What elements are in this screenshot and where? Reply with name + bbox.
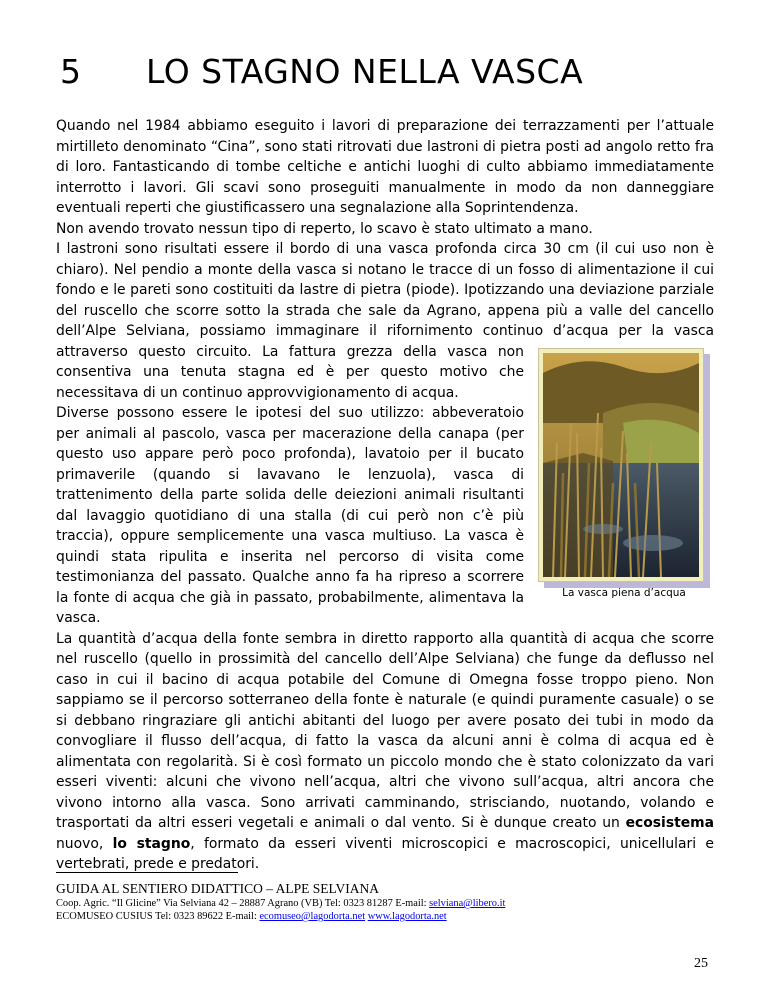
- section-title: LO STAGNO NELLA VASCA: [146, 52, 584, 91]
- figure: [534, 342, 714, 614]
- paragraph-text: La quantità d’acqua della fonte sembra in diretto rapporto alla quantità di acqua che scorre nel ruscello (quello in prossimità del cancello dell’Alpe Selviana) che funge da deflusso nel caso in cui il bacino di acqua potabile del Comune di Omegna fosse troppo pieno. Non sappiamo se il percorso sotterraneo della fonte è naturale (e quindi puramente casuale) o se si debbano ringraziare gli antichi abitanti del luogo per avere posato dei tubi in modo da convogliare il flusso dell’acqua, di fatto la vasca da alcuni anni è colma di acqua ed è alimentata con regolarità. Si è così formato un piccolo mondo che è stato colonizzato da vari esseri viventi: alcuni che vivono nell’acqua, altri che vivono sull’acqua, altri ancora che vivono intorno alla vasca. Sono arrivati camminando, strisciando, nuotando, volando e trasportati da altri esseri vegetali e animali o dal vento. Si è dunque creato un: [56, 630, 714, 831]
- section-number: 5: [60, 52, 82, 91]
- footer-title: GUIDA AL SENTIERO DIDATTICO – ALPE SELVIANA: [56, 881, 379, 896]
- text-fragment: , formato da esseri viventi microscopici e macroscopici, unicellulari e vertebrati, prede e predatori.: [56, 835, 714, 872]
- footer-coop-text: Coop. Agric. “Il Glicine” Via Selviana 42 – 28887 Agrano (VB) Tel: 0323 81287 E-mail:: [56, 898, 430, 909]
- keyword-ecosistema: ecosistema: [625, 815, 714, 831]
- page-number: 25: [694, 956, 708, 971]
- page-heading: [60, 52, 728, 102]
- page-footer: [56, 872, 716, 923]
- figure-caption: La vasca piena d’acqua: [562, 586, 686, 599]
- paragraph-tail: La fattura grezza della vasca non consentiva una tenuta stagna ed è per questo motivo che necessitava di un continuo approvvigionamento di acqua.: [56, 343, 524, 401]
- footer-ecomuseo-line: [56, 910, 716, 923]
- paragraph: Diverse possono essere le ipotesi del suo utilizzo: abbeveratoio per animali al pascolo, vasca per macerazione della canapa (per questo uso appare però poco profonda), lavatoio per il bucato primaverile (quando si lavavano le lenzuola), vasca di trattenimento della parte solida delle deiezioni animali risultanti dal lavaggio quotidiano di una stalla (di cui però non c’è più traccia), oppure semplicemente una vasca multiuso. La vasca è quindi stata ripulita e inserita nel percorso di visita come testimonianza del passato. Qualche anno fa ha ripreso a scorrere la fonte di acqua che già in passato, probabilmente, alimentava la vasca.: [56, 405, 524, 626]
- paragraph: Non avendo trovato nessun tipo di reperto, lo scavo è stato ultimato a mano.: [56, 220, 593, 237]
- footer-rule: [56, 872, 238, 873]
- photo-frame: [538, 348, 704, 582]
- footer-coop-line: [56, 897, 716, 910]
- paragraph: Quando nel 1984 abbiamo eseguito i lavori di preparazione dei terrazzamenti per l’attuale mirtilleto denominato “Cina”, sono stati ritrovati due lastroni di pietra posti ad angolo retto fra di loro. Fantasticando di tombe celtiche e antichi luoghi di culto abbiamo immediatamente interrotto i lavori. Gli scavi sono proseguiti manualmente in modo da non danneggiare eventuali reperti che giustificassero una segnalazione alla Soprintendenza.: [56, 118, 714, 216]
- pond-photo-icon: [543, 353, 699, 577]
- website-link[interactable]: www.lagodorta.net: [367, 911, 447, 922]
- body-text: [56, 116, 714, 875]
- footer-ecomuseo-text: ECOMUSEO CUSIUS Tel: 0323 89622 E-mail:: [56, 911, 260, 922]
- coop-email-link[interactable]: selviana@libero.it: [429, 898, 506, 909]
- ecomuseo-email-link[interactable]: ecomuseo@lagodorta.net: [259, 911, 366, 922]
- text-fragment: nuovo,: [56, 835, 104, 852]
- keyword-lo-stagno: lo stagno: [112, 835, 191, 852]
- paragraph-start: I lastroni sono risultati essere il bordo di una vasca profonda circa 30 cm (il cui uso non è chiaro). Nel pendio a monte della vasca si notano le tracce di un fosso di alimentazione il cui fondo e le pareti sono costituiti da lastre di pietra (piode). Ipotizzando una deviazione parziale del ruscello che scorre sotto la strada che sale da Agrano, appena più a valle del cancello dell’Alpe Selviana, possiamo immaginare il rifornimento continuo d’acqua per la vasca attraverso questo circuito.: [56, 241, 714, 360]
- paragraph: [56, 629, 714, 875]
